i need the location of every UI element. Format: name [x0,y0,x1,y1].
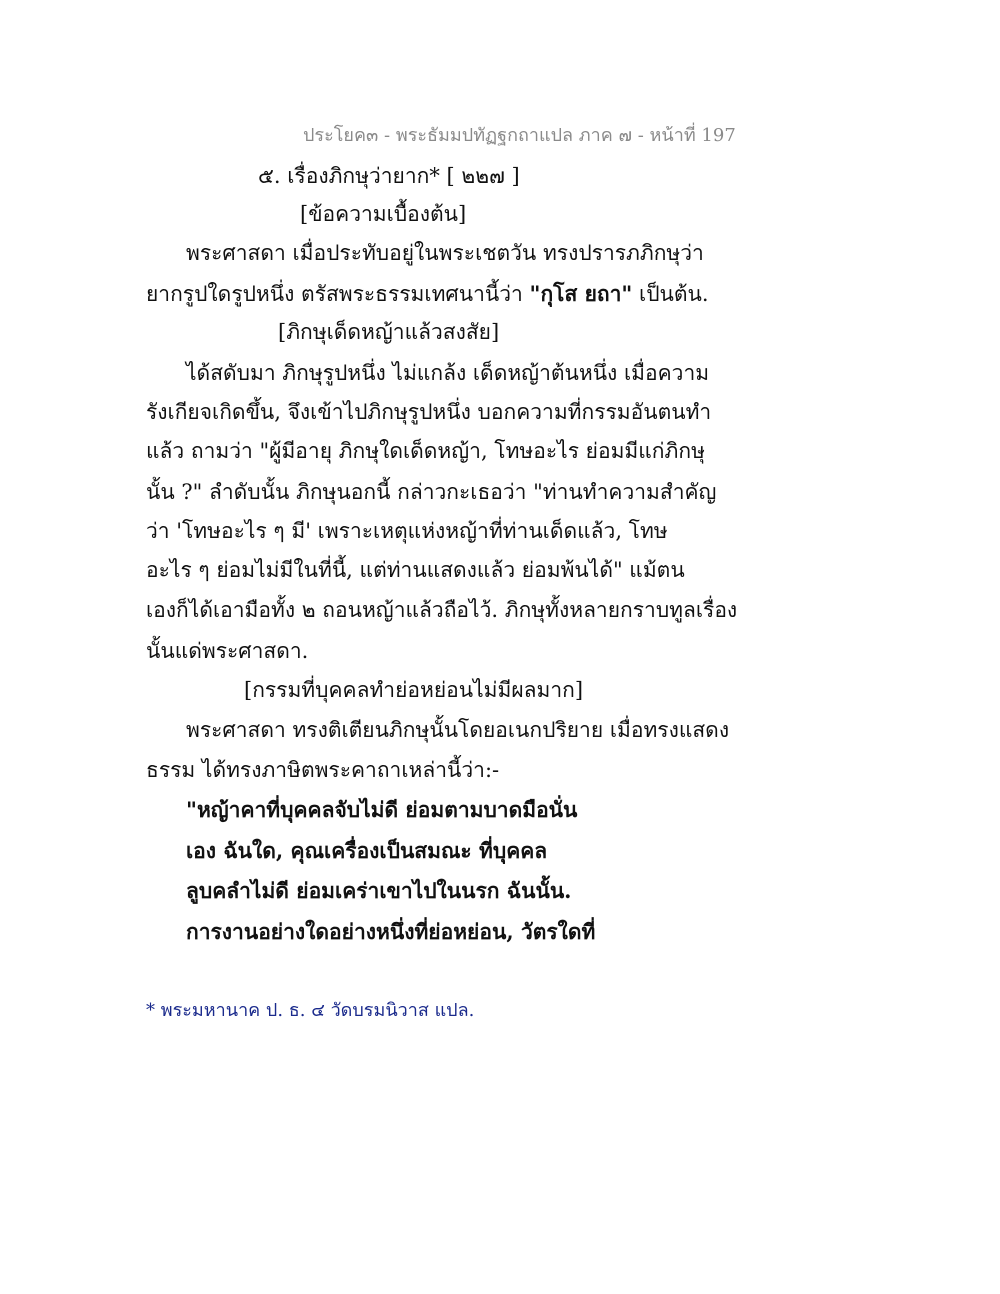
intro-line-2 [146,279,709,309]
gatha-quote: "กุโส ยถา" [529,281,633,306]
doubt-line: รังเกียจเกิดขึ้น, จึงเข้าไปภิกษุรูปหนึ่ง บอกความที่กรรมอันตนทำ [146,400,712,424]
karma-line: พระศาสดา ทรงติเตียนภิกษุนั้นโดยอเนกปริยาย เมื่อทรงแสดง [186,718,730,742]
section-heading-doubt: [ภิกษุเด็ดหญ้าแล้วสงสัย] [278,320,500,344]
intro-line-2-end: เป็นต้น. [632,282,709,306]
intro-line-1: พระศาสดา เมื่อประทับอยู่ในพระเชตวัน ทรงปรารภภิกษุว่า [186,241,704,265]
karma-line: ธรรม ได้ทรงภาษิตพระคาถาเหล่านี้ว่า:- [146,758,500,782]
doubt-line: นั้นแด่พระศาสดา. [146,639,309,663]
verse-line: "หญ้าคาที่บุคคลจับไม่ดี ย่อมตามบาดมือนั่น [186,797,578,822]
verse-line: การงานอย่างใดอย่างหนึ่งที่ย่อหย่อน, วัตรใดที่ [186,919,596,944]
story-title: ๕. เรื่องภิกษุว่ายาก* [ ๒๒๗ ] [258,164,520,188]
doubt-line: เองก็ได้เอามือทั้ง ๒ ถอนหญ้าแล้วถือไว้. ภิกษุทั้งหลายกราบทูลเรื่อง [146,598,738,622]
doubt-line: ว่า 'โทษอะไร ๆ มี' เพราะเหตุแห่งหญ้าที่ท่านเด็ดแล้ว, โทษ [146,519,668,543]
page-header: ประโยค๓ - พระธัมมปทัฏฐกถาแปล ภาค ๗ - หน้าที่ 197 [303,125,736,146]
section-heading-karma: [กรรมที่บุคคลทำย่อหย่อนไม่มีผลมาก] [244,678,584,702]
verse-line: ลูบคลำไม่ดี ย่อมเคร่าเขาไปในนรก ฉันนั้น. [186,878,572,903]
doubt-line: อะไร ๆ ย่อมไม่มีในที่นี้, แต่ท่านแสดงแล้ว ย่อมพ้นได้" แม้ตน [146,558,685,582]
doubt-line: แล้ว ถามว่า "ผู้มีอายุ ภิกษุใดเด็ดหญ้า, โทษอะไร ย่อมมีแก่ภิกษุ [146,439,705,463]
intro-line-2-text: ยากรูปใดรูปหนึ่ง ตรัสพระธรรมเทศนานี้ว่า [146,282,530,306]
section-heading-intro: [ข้อความเบื้องต้น] [300,202,467,226]
verse-line: เอง ฉันใด, คุณเครื่องเป็นสมณะ ที่บุคคล [186,838,548,863]
doubt-line: นั้น ?" ลำดับนั้น ภิกษุนอกนี้ กล่าวกะเธอว่า "ท่านทำความสำคัญ [146,480,717,504]
doubt-line: ได้สดับมา ภิกษุรูปหนึ่ง ไม่แกล้ง เด็ดหญ้าต้นหนึ่ง เมื่อความ [186,361,710,385]
footnote: * พระมหานาค ป. ธ. ๔ วัดบรมนิวาส แปล. [146,1000,475,1021]
